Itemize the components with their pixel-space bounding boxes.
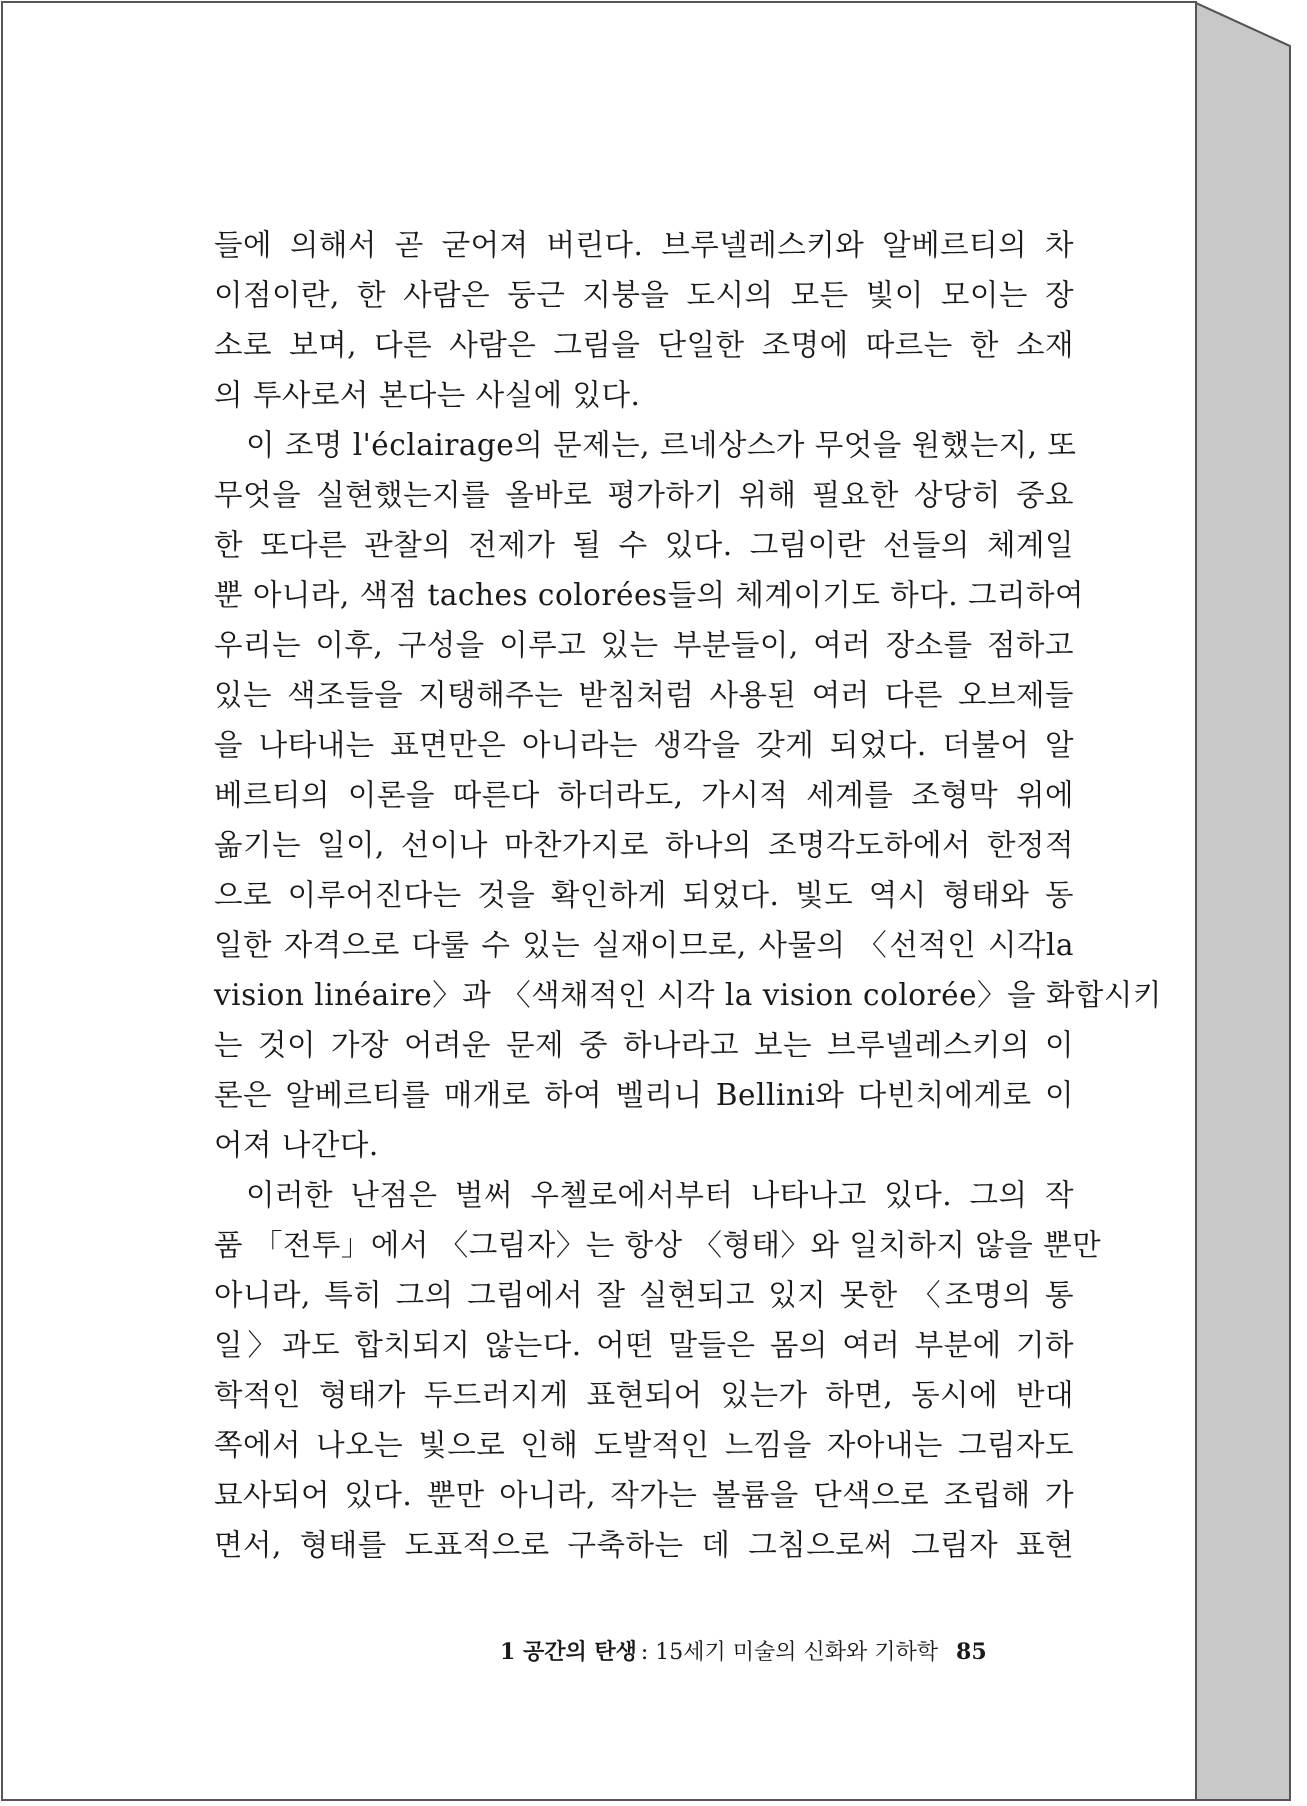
- text-line: 소로 보며, 다른 사람은 그림을 단일한 조명에 따르는 한 소재: [214, 328, 1074, 362]
- running-footer: [500, 1632, 1045, 1672]
- text-line: vision linéaire〉과 〈색채적인 시각 la vision colorée〉을 화합시키: [214, 978, 1162, 1012]
- text-line: 으로 이루어진다는 것을 확인하게 되었다. 빛도 역시 형태와 동: [214, 878, 1074, 912]
- text-line: 면서, 형태를 도표적으로 구축하는 데 그침으로써 그림자 표현: [214, 1528, 1074, 1562]
- footer-subtitle: : 15세기 미술의 신화와 기하학: [640, 1640, 939, 1665]
- text-line: 품 「전투」에서 〈그림자〉는 항상 〈형태〉와 일치하지 않을 뿐만: [214, 1228, 1102, 1262]
- text-line: 무엇을 실현했는지를 올바로 평가하기 위해 필요한 상당히 중요: [214, 478, 1074, 512]
- text-line: 들에 의해서 곧 굳어져 버린다. 브루넬레스키와 알베르티의 차: [214, 228, 1074, 262]
- text-line: 베르티의 이론을 따른다 하더라도, 가시적 세계를 조형막 위에: [214, 778, 1074, 812]
- text-line: 이러한 난점은 벌써 우첼로에서부터 나타나고 있다. 그의 작: [246, 1178, 1074, 1212]
- text-line: 이 조명 l'éclairage의 문제는, 르네상스가 무엇을 원했는지, 또: [246, 428, 1077, 462]
- text-line: 우리는 이후, 구성을 이루고 있는 부분들이, 여러 장소를 점하고: [214, 628, 1074, 662]
- text-line: 는 것이 가장 어려운 문제 중 하나라고 보는 브루넬레스키의 이: [214, 1028, 1074, 1062]
- text-line: 묘사되어 있다. 뿐만 아니라, 작가는 볼륨을 단색으로 조립해 가: [214, 1478, 1074, 1512]
- text-line: 있는 색조들을 지탱해주는 받침처럼 사용된 여러 다른 오브제들: [214, 678, 1074, 712]
- text-line: 학적인 형태가 두드러지게 표현되어 있는가 하면, 동시에 반대: [214, 1378, 1074, 1412]
- text-line: 의 투사로서 본다는 사실에 있다.: [214, 378, 641, 412]
- page-number: 85: [956, 1639, 987, 1665]
- text-line: 을 나타내는 표면만은 아니라는 생각을 갖게 되었다. 더불어 알: [214, 728, 1074, 762]
- body-text: [214, 220, 1162, 1570]
- text-line: 어져 나간다.: [214, 1128, 379, 1162]
- page-edge-block: [1196, 3, 1290, 1800]
- text-line: 쪽에서 나오는 빛으로 인해 도발적인 느낌을 자아내는 그림자도: [214, 1428, 1074, 1462]
- text-line: 한 또다른 관찰의 전제가 될 수 있다. 그림이란 선들의 체계일: [214, 528, 1074, 562]
- text-line: 아니라, 특히 그의 그림에서 잘 실현되고 있지 못한 〈조명의 통: [214, 1278, 1074, 1312]
- text-line: 일〉과도 합치되지 않는다. 어떤 말들은 몸의 여러 부분에 기하: [214, 1328, 1074, 1362]
- footer-chapter-title: 1 공간의 탄생: [500, 1639, 637, 1665]
- text-line: 일한 자격으로 다룰 수 있는 실재이므로, 사물의 〈선적인 시각la: [214, 928, 1074, 962]
- text-line: 론은 알베르티를 매개로 하여 벨리니 Bellini와 다빈치에게로 이: [214, 1078, 1074, 1112]
- text-line: 이점이란, 한 사람은 둥근 지붕을 도시의 모든 빛이 모이는 장: [214, 278, 1074, 312]
- text-line: 뿐 아니라, 색점 taches colorées들의 체계이기도 하다. 그리하여: [214, 578, 1085, 612]
- text-line: 옮기는 일이, 선이나 마찬가지로 하나의 조명각도하에서 한정적: [214, 828, 1074, 862]
